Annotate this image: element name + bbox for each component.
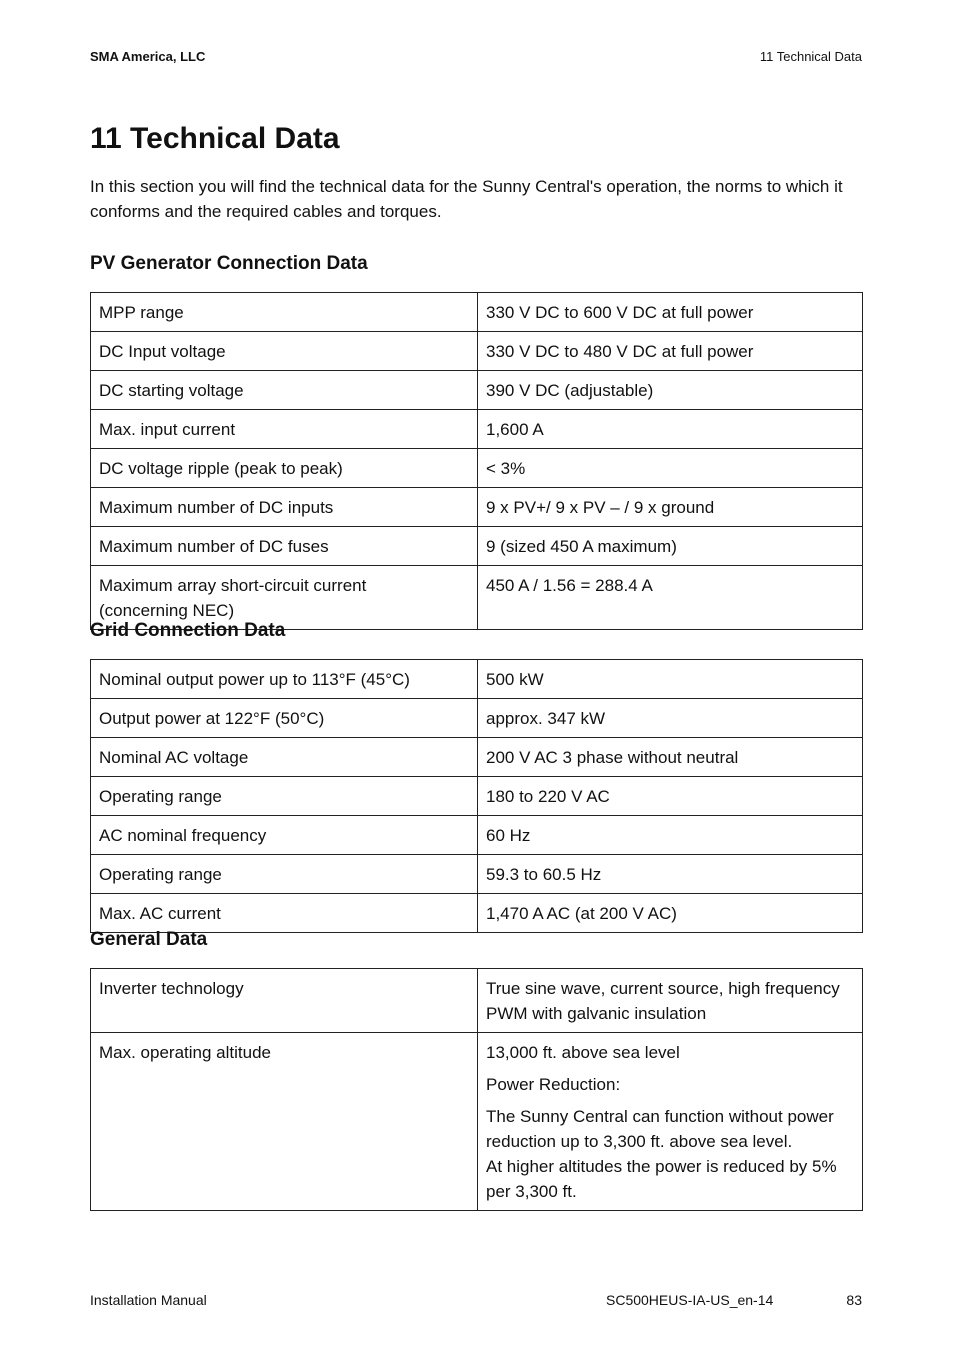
row-value: 450 A / 1.56 = 288.4 A xyxy=(478,566,863,630)
row-label: Maximum number of DC inputs xyxy=(91,488,478,527)
row-value: 200 V AC 3 phase without neutral xyxy=(478,738,863,777)
page-number: 83 xyxy=(846,1292,862,1308)
header-company: SMA America, LLC xyxy=(90,49,206,64)
table-row xyxy=(91,969,863,1033)
row-label: Nominal AC voltage xyxy=(91,738,478,777)
header-chapter: 11 Technical Data xyxy=(759,49,862,64)
general-section xyxy=(90,927,863,1211)
pv-heading: PV Generator Connection Data xyxy=(90,253,368,274)
row-value: 59.3 to 60.5 Hz xyxy=(478,855,863,894)
power-reduction-label: Power Reduction: xyxy=(486,1075,621,1094)
row-value: 330 V DC to 600 V DC at full power xyxy=(478,293,863,332)
row-value: 330 V DC to 480 V DC at full power xyxy=(478,332,863,371)
table-row xyxy=(91,527,863,566)
row-label: DC Input voltage xyxy=(91,332,478,371)
row-label: DC voltage ripple (peak to peak) xyxy=(91,449,478,488)
row-label: Max. AC current xyxy=(91,894,478,933)
power-reduction-rate: At higher altitudes the power is reduced by 5% per 3,300 ft. xyxy=(486,1157,837,1201)
row-value: 9 x PV+/ 9 x PV – / 9 x ground xyxy=(478,488,863,527)
power-reduction-text: The Sunny Central can function without power reduction up to 3,300 ft. above sea level. xyxy=(486,1107,834,1151)
table-row xyxy=(91,660,863,699)
row-value: True sine wave, current source, high frequency PWM with galvanic insulation xyxy=(478,969,863,1033)
row-value: 60 Hz xyxy=(478,816,863,855)
row-label: MPP range xyxy=(91,293,478,332)
table-row xyxy=(91,488,863,527)
row-value: 9 (sized 450 A maximum) xyxy=(478,527,863,566)
row-value: 180 to 220 V AC xyxy=(478,777,863,816)
row-label: AC nominal frequency xyxy=(91,816,478,855)
table-row xyxy=(91,1033,863,1211)
row-value: 390 V DC (adjustable) xyxy=(478,371,863,410)
row-label: Operating range xyxy=(91,777,478,816)
table-row xyxy=(91,855,863,894)
row-value: < 3% xyxy=(478,449,863,488)
row-label: Operating range xyxy=(91,855,478,894)
table-row xyxy=(91,777,863,816)
row-value: approx. 347 kW xyxy=(478,699,863,738)
pv-table xyxy=(90,292,863,630)
table-row xyxy=(91,332,863,371)
altitude-limit: 13,000 ft. above sea level xyxy=(486,1043,680,1062)
row-label: Inverter technology xyxy=(91,969,478,1033)
grid-section xyxy=(90,618,863,933)
table-row xyxy=(91,816,863,855)
table-row xyxy=(91,449,863,488)
table-row xyxy=(91,371,863,410)
intro-paragraph: In this section you will find the technical data for the Sunny Central's operation, the norms to which it conforms and the required cables and torques. xyxy=(90,177,843,221)
table-row xyxy=(91,293,863,332)
table-row xyxy=(91,410,863,449)
row-label: Max. input current xyxy=(91,410,478,449)
pv-section xyxy=(90,251,863,630)
row-label: Nominal output power up to 113°F (45°C) xyxy=(91,660,478,699)
row-label: Maximum array short-circuit current (concerning NEC) xyxy=(91,566,478,630)
footer-doc-code: SC500HEUS-IA-US_en-14 xyxy=(606,1292,774,1308)
grid-heading: Grid Connection Data xyxy=(90,620,286,641)
row-value: 1,470 A AC (at 200 V AC) xyxy=(478,894,863,933)
row-value-group xyxy=(478,1033,863,1211)
general-table xyxy=(90,968,863,1211)
row-label: DC starting voltage xyxy=(91,371,478,410)
row-value: 500 kW xyxy=(478,660,863,699)
row-label: Max. operating altitude xyxy=(91,1033,478,1211)
table-row xyxy=(91,738,863,777)
row-value: 1,600 A xyxy=(478,410,863,449)
grid-table xyxy=(90,659,863,933)
general-heading: General Data xyxy=(90,929,208,950)
page-title: 11 Technical Data xyxy=(90,122,340,155)
row-label: Maximum number of DC fuses xyxy=(91,527,478,566)
footer-manual: Installation Manual xyxy=(90,1292,207,1308)
row-label: Output power at 122°F (50°C) xyxy=(91,699,478,738)
table-row xyxy=(91,699,863,738)
